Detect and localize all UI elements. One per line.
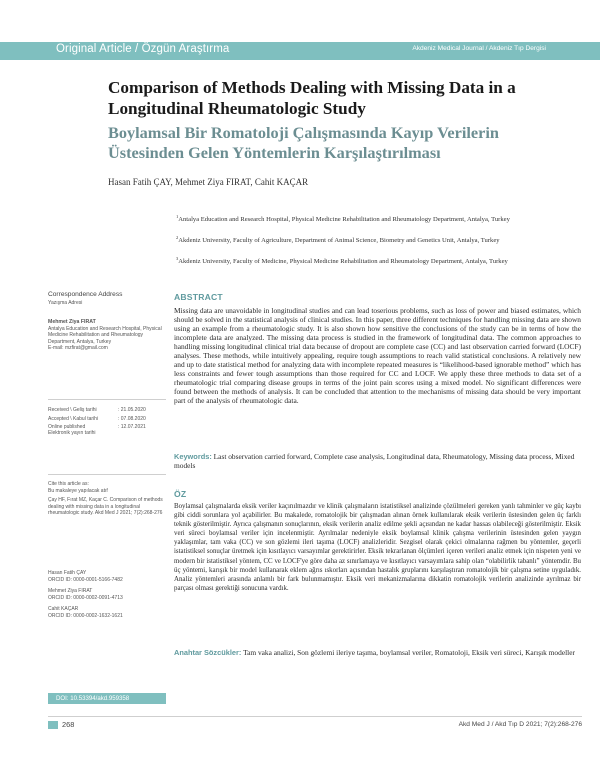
date-online: Online published : 12.07.2021 xyxy=(48,424,146,430)
affiliation-2: $^2$Akdeniz University, Faculty of Agriculture, Department of Animal Science, Biometry and Genetics Unit, Antalya, Turkey xyxy=(176,235,500,245)
orcid-block xyxy=(48,570,166,620)
orcid-entry: Cahit KAÇAR ORCID ID: 0000-0002-1632-1621 xyxy=(48,606,123,619)
abstract-heading: ABSTRACT xyxy=(174,292,223,302)
citation-block xyxy=(48,481,166,517)
article-type: Original Article / Özgün Araştırma xyxy=(56,43,230,55)
doi-label[interactable]: DOI: 10.53394/akd.959358 xyxy=(48,693,166,704)
affiliation-3: $^3$Akdeniz University, Faculty of Medicine, Physical Medicine Rehabilitation and Rheumatology Department, Antalya, Turkey xyxy=(176,256,508,266)
date-online-tr: Elektronik yayın tarihi xyxy=(48,430,96,436)
date-accepted: Accepted \ Kabul tarihi : 07.08.2020 xyxy=(48,416,146,422)
cite-heading: Cite this article as: xyxy=(48,481,89,487)
article-title: Comparison of Methods Dealing with Missing Data in a Longitudinal Rheumatologic Study xyxy=(108,78,516,118)
footer-citation: Akd Med J / Akd Tıp D 2021; 7(2):268-276 xyxy=(458,721,582,728)
abstract-keywords: Keywords: Last observation carried forward, Complete case analysis, Longitudinal data, Rheumatology, Missing data process, Mixed models xyxy=(174,452,575,471)
oz-keywords: Anahtar Sözcükler: Tam vaka analizi, Son gözlemi ileriye taşıma, boylamsal veriler, Romatoloji, Eksik veri süreci, Karışık modeller xyxy=(174,648,575,657)
correspondence-heading: Correspondence Address xyxy=(48,291,123,298)
correspondence-name: Mehmet Ziya FIRAT xyxy=(48,319,96,326)
cite-heading-tr: Bu makaleye yapılacak atıf xyxy=(48,487,108,494)
oz-text: Boylamsal çalışmalarda eksik veriler kaçınılmazdır ve klinik çalışmaların istatistiksel analizinde çözülmeleri gereken yanlı tahminler ve güç kaybı gibi ciddi sorunlara yol açabilirler. Bu makalede, romatolojik bir çalışmadan alınan örnek kullanılarak eksik verilerin üstesinden gelen üç farklı teknik gösterilmiştir. Ayrıca çalışmanın sonuçlarının, eksik verilerin analiz edilme şekli açısından ne kadar hassas olabileceği gösterilmiştir. Eksik veri süreci boylamsal veriler için incelenmiştir. Ayrılmalar nedeniyle eksik boylamsal klinik çalışma verilerinin üstesinden gelen yaygın yaklaşımlar, tam vaka (CC) ve son gözlemi ileri taşıma (LOCF) analizleridir. Sezgisel olarak çekici olmalarına rağmen bu yöntemler, geçerli istatistiksel sonuçlar üretmek için kısıtlayıcı varsayımlar gerektirirler. Eksik tekrarlanan ölçümleri içeren verileri analiz etmek için nispeten yeni ve modern bir istatistiksel yöntem, CC ve LOCF'ye göre daha az sınırlamaya ve kısıtlayıcı varsayımlara sahip olan “olabilirlik tabanlı” yöntemdir. Bu üç yöntemi, karışık bir model kullanarak eklem ağrıs ıskorları açısından hastalık gruplarını karşılaştıran romatolojik bir çalışma setine uyguladık. Analiz yöntemleri arasında anlamlı bir fark bulunmamıştır. Eksik veri mekanizmalarına dikkatin romatolojik verilerin analizinde ayrılmaz bir parçası olması gerektiği sonucuna vardık. xyxy=(174,503,581,592)
header-bar xyxy=(0,42,600,60)
oz-heading: ÖZ xyxy=(174,489,187,499)
correspondence-block xyxy=(48,291,166,352)
journal-name: Akdeniz Medical Journal / Akdeniz Tıp Dergisi xyxy=(412,45,546,52)
correspondence-address: Antalya Education and Research Hospital, Physical Medicine Rehabilitation and Rheumatology Department, Antalya, Turkey xyxy=(48,325,162,345)
correspondence-heading-tr: Yazışma Adresi xyxy=(48,299,83,306)
author-list: Hasan Fatih ÇAY, Mehmet Ziya FIRAT, Cahit KAÇAR xyxy=(108,177,309,187)
footer-divider xyxy=(48,716,582,717)
page-number: 268 xyxy=(62,720,75,729)
abstract-text: Missing data are unavoidable in longitudinal studies and can lead toserious problems, such as loss of power and biased estimates, which should be solved in the statistical analysis of clinical studies. In this paper, three different techniques for handling missing data are shown using an example from a rheumatologic study. It is also shown how sensitive the conclusions of the study can be in terms of how the incomplete data are analyzed. The missing data process is studied in the framework of longitudinal data. The common approaches to handling missing longitudinal clinical trial data because of dropout are complete case (CC) and last observation carried forward (LOCF) analyses. These methods, while intuitively appealing, require tough assumptions to reach valid statistical conclusions. A relatively new and up to date statistical method for analyzing data with incomplete repeated measures is “likelihood-based ignorable method” which has less constraints and fewer tough assumptions than those required for CC and LOCF. We apply these three methods to data set of a rheumatologic trial comparing disease groups in terms of the joint pain scores using a mixed model. No significant differences were found between the methods of analysis. It can be concluded that attention to the mechanisms of missing data should be very important part of the analysis of rheumatologic data. xyxy=(174,306,581,406)
sidebar-divider xyxy=(48,399,166,400)
sidebar-divider xyxy=(48,474,166,475)
correspondence-email[interactable]: E-mail: mzfirat@gmail.com xyxy=(48,345,108,352)
orcid-entry: Mehmet Ziya FIRAT ORCID ID: 0000-0002-0091-4713 xyxy=(48,588,123,601)
date-received: Received \ Geliş tarihi : 21.05.2020 xyxy=(48,407,146,413)
article-title-turkish: Boylamsal Bir Romatoloji Çalışmasında Kayıp Verilerin Üstesinden Gelen Yöntemlerin Karşılaştırılması xyxy=(108,123,499,162)
orcid-entry: Hasan Fatih ÇAY ORCID ID: 0000-0001-5166-7482 xyxy=(48,570,123,583)
cite-text: Çay HF, Fırat MZ, Kaçar C. Comparison of methods dealing with missing data in a longitudinal rheumatologic study. Akd Med J 2021; 7(2):268-276 xyxy=(48,497,163,517)
page-marker xyxy=(48,721,58,729)
affiliation-1: $^1$Antalya Education and Research Hospital, Physical Medicine Rehabilitation and Rheumatology Department, Antalya, Turkey xyxy=(176,214,510,224)
dates-block xyxy=(48,406,166,437)
